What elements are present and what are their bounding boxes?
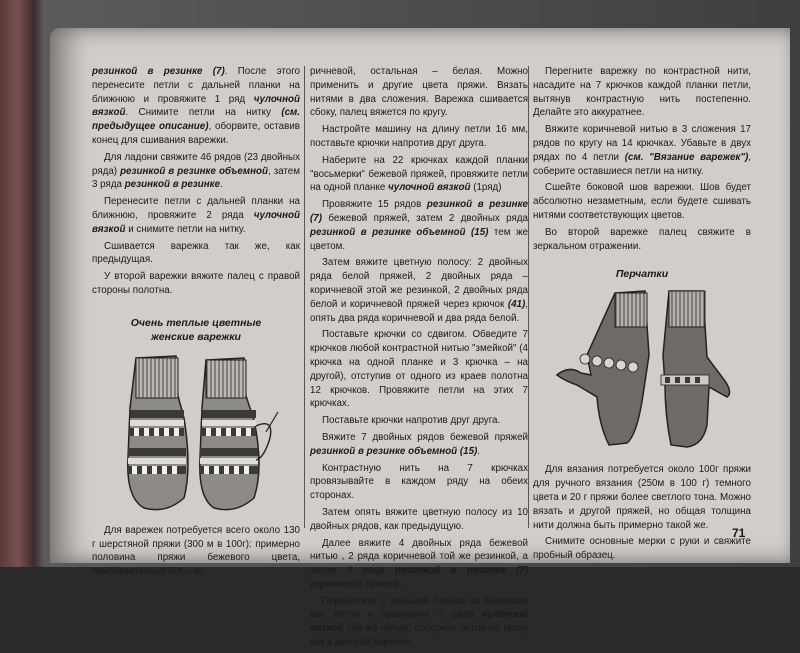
- text: Вяжите 7 двойных рядов бежевой пряжей: [322, 431, 528, 443]
- text: , опять два ряда коричневой и два ряда белой.: [310, 298, 528, 324]
- text: и снимите петли на нитку.: [125, 223, 246, 235]
- emphasis: резинкой в резинке (7): [92, 66, 225, 77]
- paragraph: Для вязания потребуется около 100г пряжи для ручного вязания (250м в 100 г) темного цвета и 20 г пряжи более светлого тона. Можно вязать и другой пряжей, но общая толщина нити должна быть примерно такой же.: [533, 464, 751, 531]
- paragraph: [92, 195, 300, 236]
- text: коричневой пряжей.: [310, 578, 402, 590]
- paragraph: Снимите основные мерки с руки и свяжите пробный образец.: [533, 536, 751, 562]
- column-3: [533, 65, 751, 566]
- column-2: [310, 65, 528, 653]
- text: Вяжите коричневой нитью в 3 сложения 17 рядов по кругу на 14 крючках. Убавьте в двух рядах по 4 петли: [533, 124, 751, 163]
- paragraph: [92, 65, 300, 148]
- text: Затем вяжите цветную полосу: 2 двойных ряда белой пряжей, 2 двойных ряда – коричневой этой же резинкой, 2 двойных ряда белой и коричневой пряжей через крючок: [310, 257, 528, 310]
- emphasis: резинкой в резинке (7): [394, 565, 528, 577]
- emphasis: резинкой в резинке: [124, 179, 221, 191]
- paragraph: [533, 123, 751, 178]
- text: .: [477, 445, 481, 457]
- emphasis: резинкой в резинке (7): [310, 199, 528, 224]
- paragraph: ричневой, остальная – белая. Можно применить и другие цвета пряжи. Вязать нитями в два сложения. Варежка сшивается сбоку, палец вяжется по кругу.: [310, 66, 528, 119]
- text: . После этого перенесите петли с дальней планки на ближнюю и провяжите 1 ряд: [92, 66, 300, 105]
- paragraph: Перегните варежку по контрастной нити, насадите на 7 крючков каждой планки петли, вытянув контрастную нить постепенно. Делайте это аккуратнее.: [533, 66, 751, 119]
- paragraph: [310, 154, 528, 195]
- emphasis: резинкой в резинке объемной: [120, 165, 268, 177]
- paragraph: Настройте машину на длину петли 16 мм, поставьте крючки напротив друг друга.: [310, 124, 528, 149]
- text: той же нитью, соберите петли на нитку как в детской варежке.: [310, 623, 528, 649]
- text: , затем 3 ряда: [92, 165, 300, 191]
- paragraph: Для варежек потребуется всего около 130 г шерстяной пряжи (300 м в 100г): примерно половина пряжи бежевого цвета, приблизительно 50г – ко-: [92, 524, 300, 578]
- text: (1ряд): [470, 182, 502, 194]
- figure-title: Очень теплые цветные женские варежки: [130, 316, 262, 343]
- emphasis: чулочной вязкой: [310, 609, 528, 635]
- paragraph: [92, 151, 300, 192]
- column-divider: [528, 66, 529, 528]
- paragraph: [310, 256, 528, 325]
- text: .: [220, 179, 223, 191]
- text: Для ладони свяжите 46 рядов (23 двойных ряда): [92, 151, 300, 177]
- text: Перенесите петли с дальней планки на ближнюю, провяжите 2 ряда: [92, 196, 300, 221]
- paragraph: [310, 198, 528, 253]
- paragraph: [310, 431, 528, 459]
- text: . Снимите петли на нитку: [125, 107, 282, 119]
- figure-title: Перчатки: [615, 268, 669, 281]
- text: тем же цветом.: [310, 226, 528, 252]
- gloves-illustration: [547, 285, 737, 455]
- paragraph: Поставьте крючки напротив друг друга.: [322, 415, 501, 427]
- paragraph: Затем опять вяжите цветную полосу из 10 двойных рядов, как предыдущую.: [310, 506, 528, 532]
- paragraph: Сшивается варежка так же, как предыдущая.: [92, 240, 300, 266]
- text: , оборвите, оставив конец для сшивания варежки.: [92, 121, 301, 146]
- paragraph: Контрастную нить на 7 крючках провязывайте в каждом ряду на обеих сторонах.: [310, 462, 528, 502]
- paragraph: [310, 595, 528, 650]
- emphasis: (см. "Вязание варежек"): [624, 151, 749, 163]
- emphasis: чулочной вязкой: [92, 93, 300, 119]
- paragraph: Поставьте крючки со сдвигом. Обведите 7 крючков любой контрастной нитью "змейкой" (4 крючка на одной планке и 3 крючка – на другой), отступив от одного из краев полотна 12 крючков. Провяжите петли на этих 7 крючках.: [310, 329, 528, 410]
- paragraph: Сшейте боковой шов варежки. Шов будет абсолютно незаметным, если будете сшивать нитями соответствующих цветов.: [533, 182, 751, 221]
- emphasis: резинкой в резинке объемной (15): [310, 445, 478, 457]
- text: Провяжите 15 рядов: [322, 199, 427, 211]
- paragraph: Во второй варежке палец свяжите в зеркальном отражении.: [533, 226, 751, 252]
- text: , соберите оставшиеся петли на нитку.: [533, 151, 751, 177]
- emphasis: чулочной вязкой: [388, 182, 471, 194]
- emphasis: резинкой в резинке объемной (15): [310, 226, 489, 238]
- text: Далее вяжите 4 двойных ряда бежевой нитью , 2 ряда коричневой той же резинкой, а затем 4 ряда: [310, 537, 528, 577]
- column-1: [92, 65, 300, 582]
- text: Перенесите с дальней планки на ближнюю все петли и провяжите 3 ряда: [310, 595, 528, 621]
- mittens-illustration: [106, 348, 286, 518]
- column-divider: [304, 66, 305, 528]
- paragraph: У второй варежки вяжите палец с правой стороны полотна.: [92, 271, 300, 296]
- emphasis: (см. предыдущее описание): [92, 107, 300, 133]
- text: Наберите на 22 крючках каждой планки "восьмерки" бежевой пряжей, провяжите петли на одной планке: [310, 154, 528, 194]
- emphasis: чулочной вязкой: [92, 209, 300, 235]
- page-number: 71: [732, 526, 746, 540]
- paragraph: [310, 537, 528, 592]
- emphasis: (41): [507, 298, 526, 310]
- text: бежевой пряжей, затем 2 двойных ряда: [321, 212, 528, 224]
